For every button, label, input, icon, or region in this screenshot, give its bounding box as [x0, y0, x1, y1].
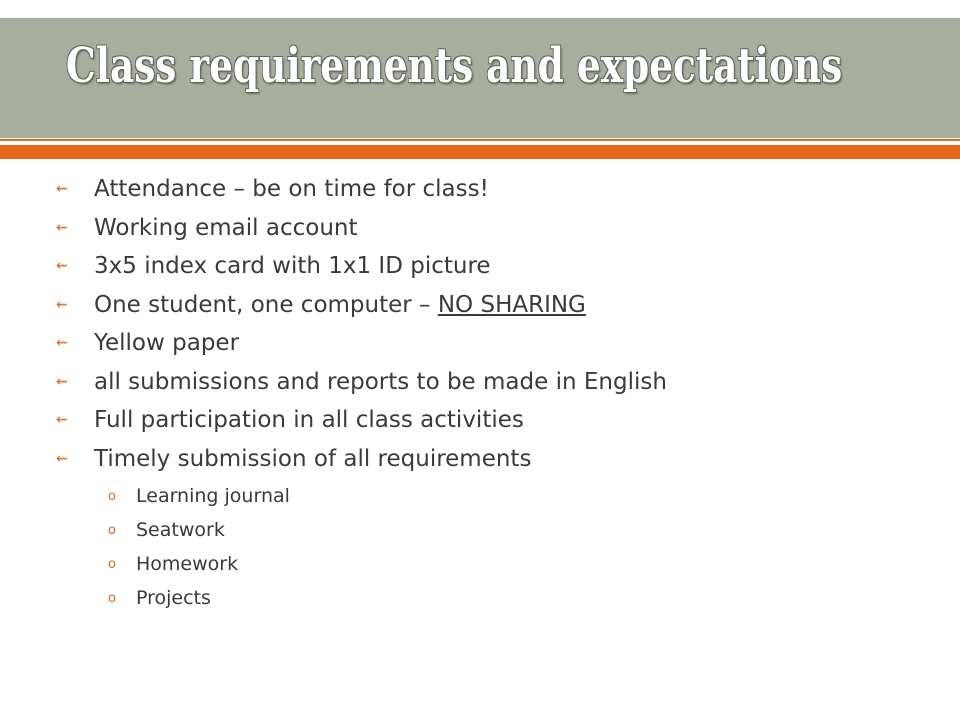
circle-bullet-icon: o — [108, 591, 116, 606]
sub-item-text: Projects — [136, 587, 211, 609]
bullet-item-timely-submission — [56, 440, 936, 479]
sub-item-text: Learning journal — [136, 485, 290, 507]
bullet-item-computer — [56, 286, 936, 325]
no-sharing-emphasis: NO SHARING — [437, 291, 586, 318]
bullet-text — [94, 286, 586, 324]
bullet-arrow-icon: ⇜ — [56, 296, 68, 313]
bullet-arrow-icon: ⇜ — [56, 258, 68, 274]
sub-item-text: Homework — [136, 553, 239, 575]
title-band — [0, 18, 960, 138]
bullet-text: Attendance – be on time for class! — [94, 176, 489, 202]
accent-rule-thick — [0, 145, 960, 159]
bullet-text: all submissions and reports to be made in English — [94, 368, 667, 395]
bullet-text: Yellow paper — [94, 330, 240, 356]
bullet-arrow-icon: ⇜ — [56, 181, 68, 197]
circle-bullet-icon: o — [108, 489, 116, 504]
sub-item-text: Seatwork — [136, 519, 225, 541]
bullet-arrow-icon: ⇜ — [56, 373, 68, 390]
bullet-item-english — [56, 363, 936, 402]
bullet-text: 3x5 index card with 1x1 ID picture — [94, 253, 491, 279]
accent-rule-thin — [0, 139, 960, 141]
bullet-arrow-icon: ⇜ — [56, 335, 68, 351]
bullet-item-index-card — [56, 247, 936, 286]
bullet-item-attendance — [56, 170, 936, 209]
bullet-text: Timely submission of all requirements — [94, 445, 532, 472]
bullet-list — [56, 170, 936, 478]
bullet-text: Working email account — [94, 214, 358, 241]
circle-bullet-icon: o — [108, 523, 116, 538]
bullet-item-participation — [56, 401, 936, 440]
bullet-text-prefix: One student, one computer – — [94, 291, 438, 318]
bullet-item-yellow-paper — [56, 324, 936, 363]
bullet-item-email — [56, 209, 936, 248]
bullet-arrow-icon: ⇜ — [56, 450, 68, 467]
bullet-arrow-icon: ⇜ — [56, 219, 68, 236]
slide-title: Class requirements and expectations — [65, 38, 842, 94]
bullet-text: Full participation in all class activities — [94, 407, 524, 433]
bullet-arrow-icon: ⇜ — [56, 412, 68, 428]
circle-bullet-icon: o — [108, 557, 116, 572]
